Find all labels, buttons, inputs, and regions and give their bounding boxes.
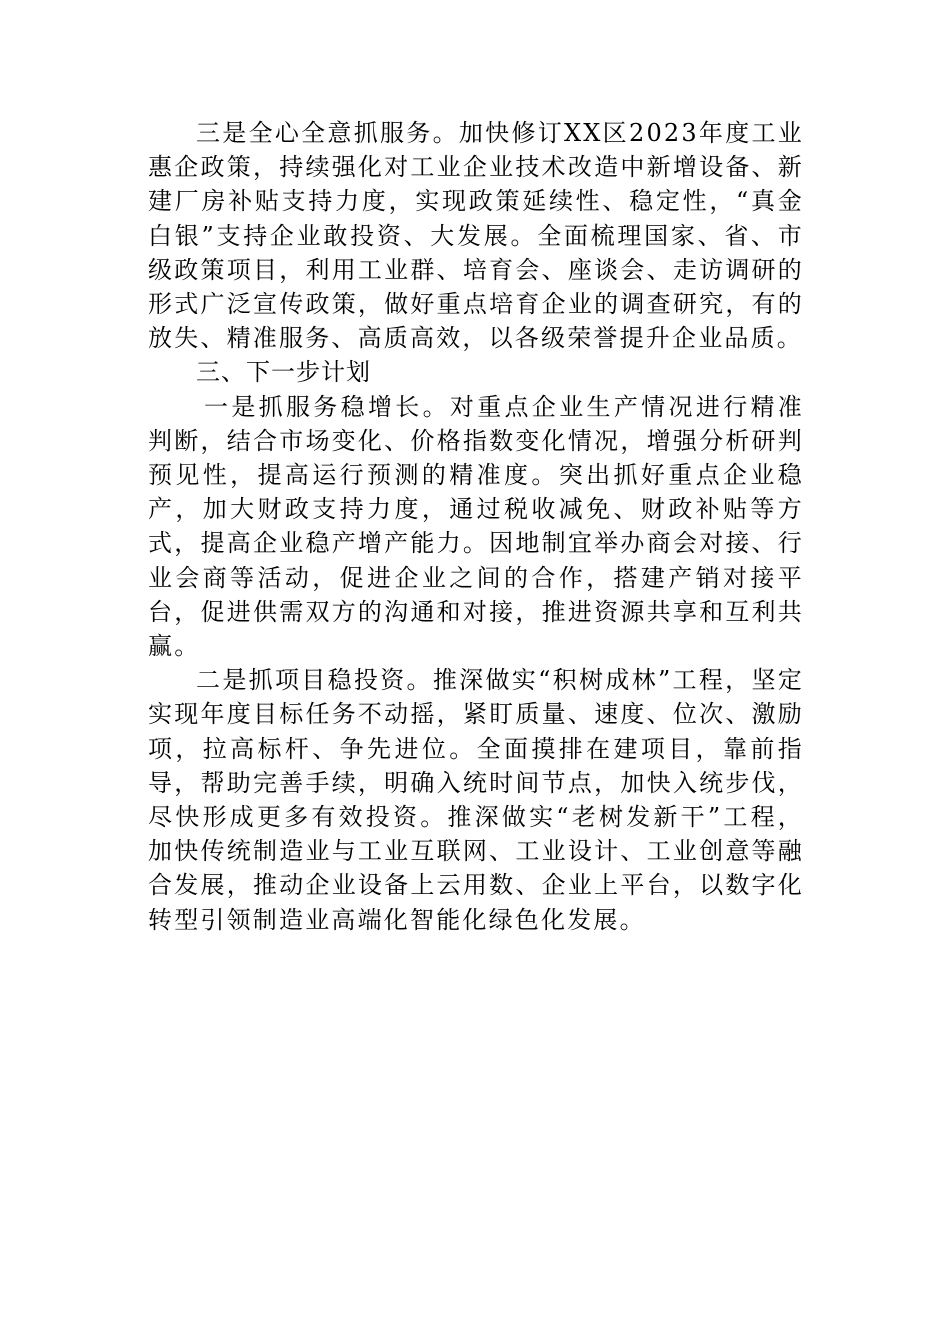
paragraph-plan-1: 一是抓服务稳增长。对重点企业生产情况进行精准判断，结合市场变化、价格指数变化情况，增强分析研判预见性，提高运行预测的精准度。突出抓好重点企业稳产，加大财政支持力度，通过税收减免、财政补贴等方式，提高企业稳产增产能力。因地制宜举办商会对接、行业会商等活动，促进企业之间的合作，搭建产销对接平台，促进供需双方的沟通和对接，推进资源共享和互利共赢。 (148, 392, 804, 661)
document-body (148, 116, 804, 937)
section-heading: 三、下一步计划 (196, 358, 371, 387)
paragraph-plan-2: 二是抓项目稳投资。推深做实“积树成林”工程，坚定实现年度目标任务不动摇，紧盯质量、速度、位次、激励项，拉高标杆、争先进位。全面摸排在建项目，靠前指导，帮助完善手续，明确入统时间节点，加快入统步伐，尽快形成更多有效投资。推深做实“老树发新干”工程，加快传统制造业与工业互联网、工业设计、工业创意等融合发展，推动企业设备上云用数、企业上平台，以数字化转型引领制造业高端化智能化绿色化发展。 (148, 666, 804, 934)
paragraph-service: 三是全心全意抓服务。加快修订XX区2023年度工业惠企政策，持续强化对工业企业技术改造中新增设备、新建厂房补贴支持力度，实现政策延续性、稳定性，“真金白银”支持企业敢投资、大发展。全面梳理国家、省、市级政策项目，利用工业群、培育会、座谈会、走访调研的形式广泛宣传政策，做好重点培育企业的调查研究，有的放失、精准服务、高质高效，以各级荣誉提升企业品质。 (148, 119, 804, 353)
